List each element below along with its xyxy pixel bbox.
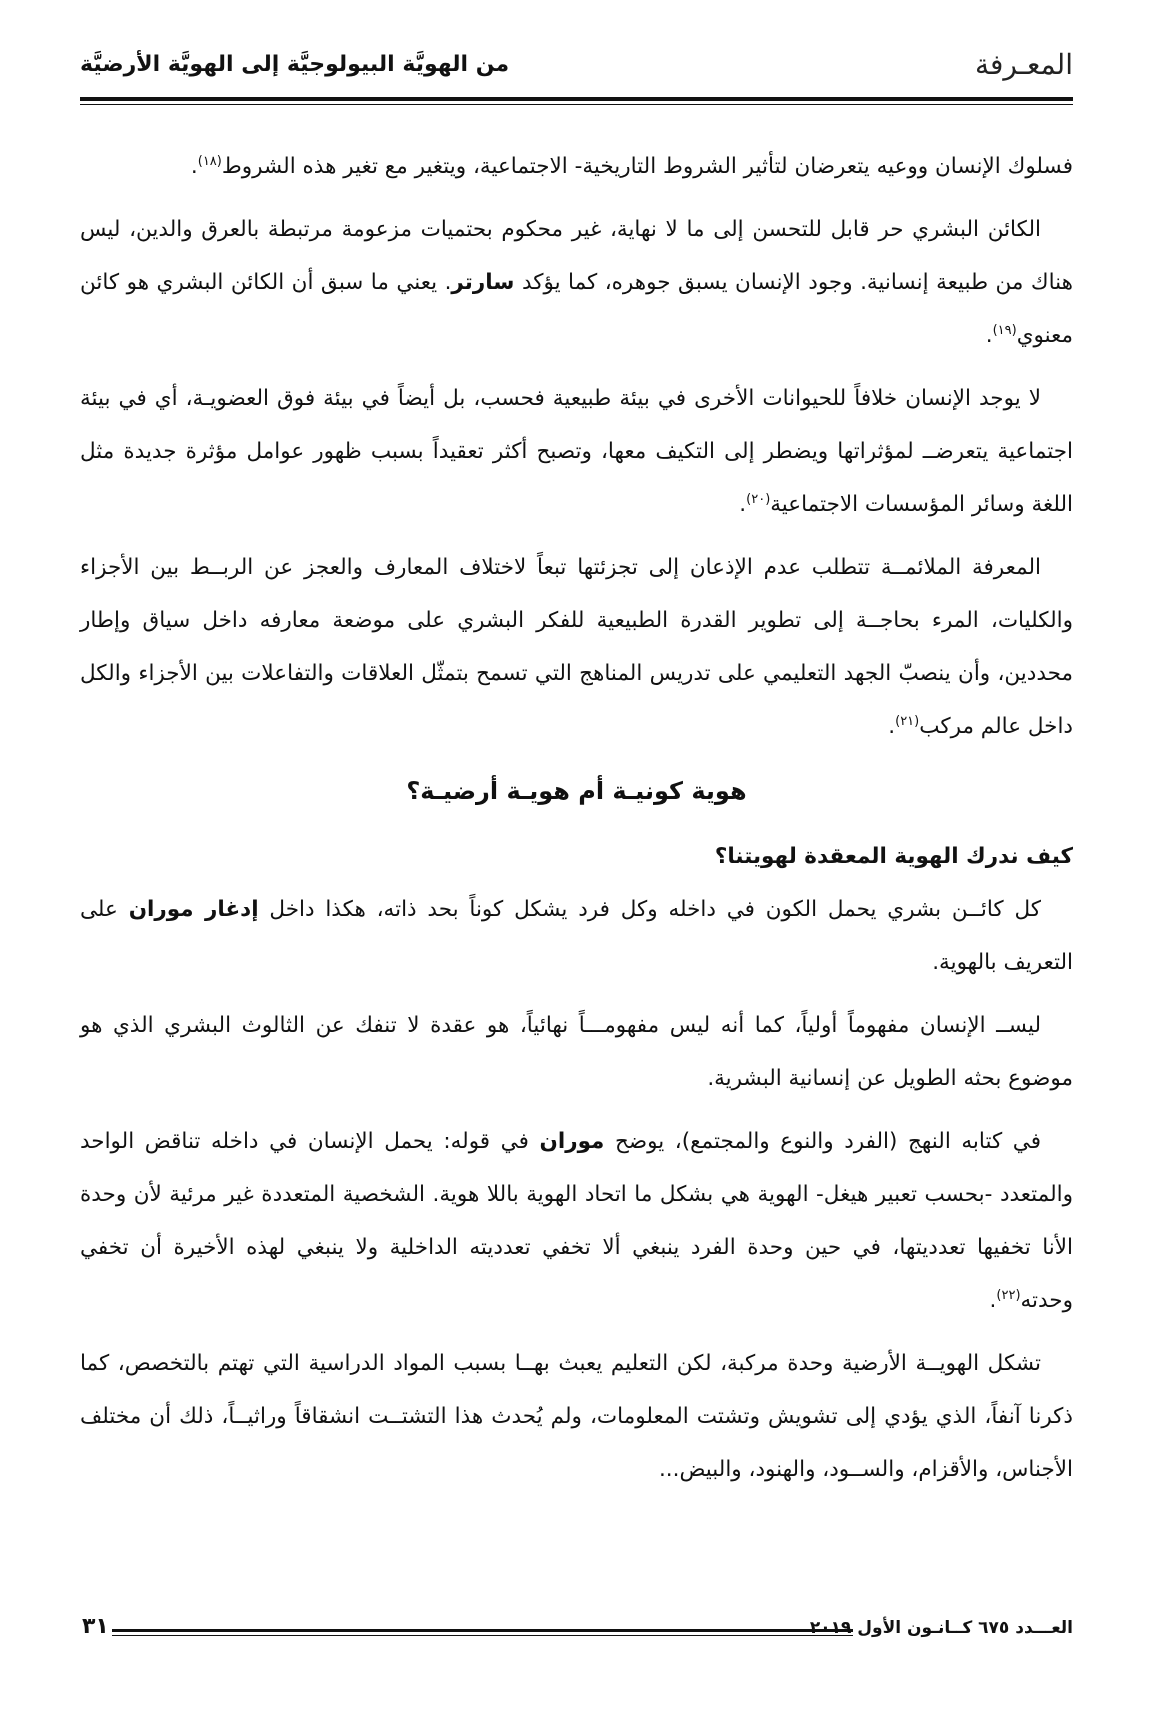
- paragraph-3-text: لا يوجد الإنسان خلافاً للحيوانات الأخرى في بيئة طبيعية فحسب، بل أيضاً في بيئة فوق العضويـة، أي في بيئة اجتماعية يتعرضــ لمؤثراتها ويضطر إلى التكيف معها، وتصبح أكثر تعقيداً بسبب ظهور عوامل مؤثرة جديدة مثل اللغة وسائر المؤسسات الاجتماعية: [80, 386, 1073, 517]
- section-paragraph-3-text: في كتابه النهج (الفرد والنوع والمجتمع)، يوضح: [614, 1129, 1041, 1154]
- header-rule: [80, 97, 1073, 101]
- page-header: [80, 40, 1073, 100]
- footer-rule: [112, 1629, 853, 1632]
- paragraph-3-end: .: [739, 492, 747, 517]
- section-heading: هوية كونيـة أم هويـة أرضيـة؟: [406, 777, 747, 805]
- paragraph-1-end: .: [190, 154, 198, 179]
- journal-logo: المعـرفة: [974, 48, 1073, 81]
- issue-info: العـــدد ٦٧٥ كــانـون الأول ٢٠١٩: [809, 1618, 1073, 1638]
- sub-heading: كيف ندرك الهوية المعقدة لهويتنا؟: [714, 844, 1073, 869]
- author-name-morin: موران: [539, 1129, 605, 1154]
- article-body: [80, 140, 1073, 1506]
- header-rule-thin: [80, 104, 1073, 105]
- section-paragraph-4: تشكل الهويــة الأرضية وحدة مركبة، لكن التعليم يعبث بهــا بسبب المواد الدراسية التي تهتم بالتخصص، كما ذكرنا آنفاً، الذي يؤدي إلى تشويش وتشتت المعلومات، ولم يُحدث هذا التشتــت انشقاقاً وراثيــاً، ذلك أن مختلف الأجناس، والأقزام، والســود، والهنود، والبيض...: [80, 1351, 1073, 1482]
- paragraph-1-text: فسلوك الإنسان ووعيه يتعرضان لتأثير الشروط التاريخية- الاجتماعية، ويتغير مع تغير هذه الشروط: [221, 154, 1073, 179]
- section-paragraph-3-end: .: [989, 1288, 997, 1313]
- author-name-edgar-morin: إدغار موران: [128, 897, 259, 922]
- footnote-ref-20[interactable]: (٢٠): [746, 491, 771, 507]
- paragraph-1: [80, 140, 1073, 193]
- section-paragraph-1-text: كل كائــن بشري يحمل الكون في داخله وكل فرد يشكل كوناً بحد ذاته، هكذا داخل: [269, 897, 1041, 922]
- paragraph-2-text: الكائن البشري حر قابل للتحسن إلى ما لا نهاية، غير محكوم بحتميات مزعومة مرتبطة بالعرق والدين، ليس هناك من طبيعة إنسانية. وجود الإنسان يسبق جوهره، كما يؤكد: [80, 217, 1073, 295]
- paragraph-2-rest: . يعني ما سبق أن الكائن البشري هو كائن معنوي: [80, 270, 1073, 348]
- paragraph-4-text: المعرفة الملائمــة تتطلب عدم الإذعان إلى تجزئتها تبعاً لاختلاف المعارف والعجز عن الربــط بين الأجزاء والكليات، المرء بحاجــة إلى تطوير القدرة الطبيعية للفكر البشري على موضعة معارفه داخل سياق وإطار محددين، وأن ينصبّ الجهد التعليمي على تدريس المناهج التي تسمح بتمثّل العلاقات والتفاعلات بين الأجزاء والكل داخل عالم مركب: [80, 555, 1073, 739]
- page-footer: [80, 1618, 1073, 1658]
- section-paragraph-1-rest: على التعريف بالهوية.: [80, 897, 1073, 975]
- section-paragraph-2: ليســ الإنسان مفهوماً أولياً، كما أنه ليس مفهومـــاً نهائياً، هو عقدة لا تنفك عن الثالوث البشري الذي هو موضوع بحثه الطويل عن إنسانية البشرية.: [80, 1013, 1073, 1091]
- paragraph-4: [80, 541, 1073, 753]
- section-paragraph-3: [80, 1115, 1073, 1327]
- footnote-ref-18[interactable]: (١٨): [197, 153, 222, 169]
- section-paragraph-1: [80, 883, 1073, 989]
- paragraph-4-end: .: [888, 714, 896, 739]
- running-title: من الهويَّة البيولوجيَّة إلى الهويَّة الأرضيَّة: [80, 52, 510, 77]
- footnote-ref-22[interactable]: (٢٢): [996, 1287, 1021, 1303]
- footnote-ref-21[interactable]: (٢١): [895, 713, 920, 729]
- page-number: ٣١: [82, 1614, 109, 1639]
- footnote-ref-19[interactable]: (١٩): [992, 322, 1017, 338]
- paragraph-2-end: .: [985, 323, 993, 348]
- section-paragraph-3-rest: في قوله: يحمل الإنسان في داخله تناقض الواحد والمتعدد -بحسب تعبير هيغل- الهوية هي بشكل ما اتحاد الهوية باللا هوية. الشخصية المتعددة غير مرئية لأن وحدة الأنا تخفيها تعدديتها، في حين وحدة الفرد ينبغي ألا تخفي تعدديته الداخلية ولا ينبغي لهذه الأخيرة أن تخفي وحدته: [80, 1129, 1073, 1313]
- footer-rule-thin: [112, 1635, 853, 1636]
- author-name-sartre: سارتر: [451, 270, 515, 295]
- paragraph-2: [80, 203, 1073, 362]
- paragraph-3: [80, 372, 1073, 531]
